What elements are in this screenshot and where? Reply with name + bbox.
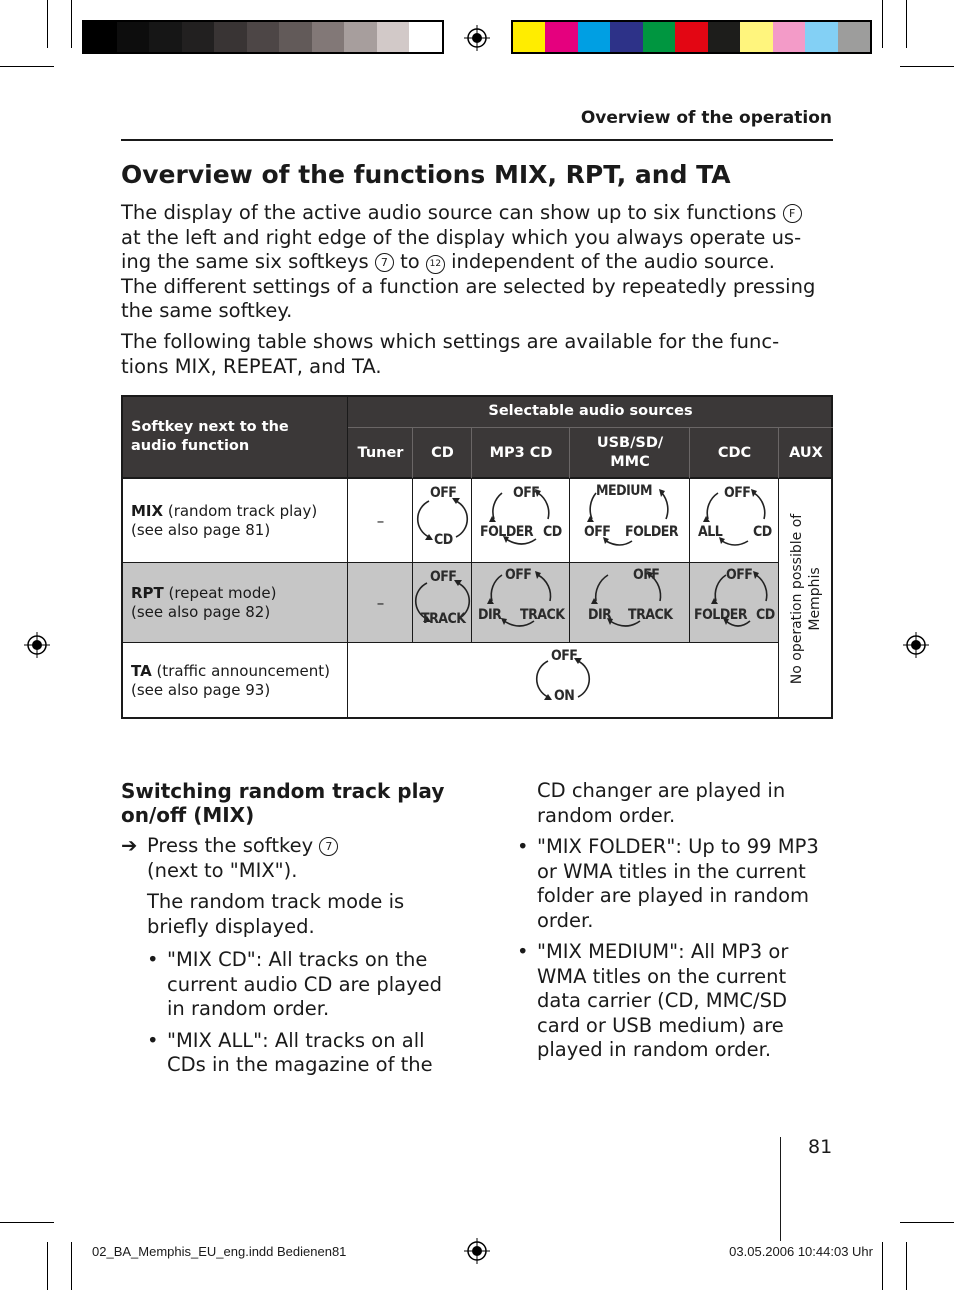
table-corner-header: Softkey next to the audio function — [121, 395, 348, 478]
color-swatch — [545, 22, 577, 52]
gray-swatch — [344, 22, 377, 52]
dial-rpt-cdc: OFF FOLDER CD — [690, 563, 779, 643]
col-header-cdc: CDC — [690, 428, 779, 478]
left-column — [121, 779, 461, 1078]
color-swatch — [610, 22, 642, 52]
dial-rpt-usb: OFF DIR TRACK — [570, 563, 690, 643]
registration-mark-icon — [464, 1238, 490, 1264]
footer-date: 03.05.2006 10:44:03 Uhr — [729, 1244, 873, 1259]
gray-swatch — [117, 22, 150, 52]
intro-paragraph: The display of the active audio source can show up to six functions F at the left and right edge of the display which you always operate us- ing the same six softkeys 7 to 12 independent of the audio source. The different settings of a function are selected by repeatedly pressing the same softkey. — [121, 201, 816, 322]
col-header-mp3cd: MP3 CD — [472, 428, 570, 478]
gray-swatch — [409, 22, 442, 52]
header-rule — [121, 139, 833, 141]
callout-marker: 12 — [426, 255, 445, 274]
list-item: • "MIX FOLDER": Up to 99 MP3 or WMA titles in the current folder are played in random order. — [517, 835, 819, 932]
col-header-aux: AUX — [779, 428, 833, 478]
list-item: • "MIX ALL": All tracks on all CDs in the magazine of the — [147, 1028, 433, 1076]
color-swatch — [578, 22, 610, 52]
grayscale-bar — [82, 20, 444, 54]
functions-table — [121, 395, 833, 719]
gray-swatch — [247, 22, 280, 52]
arrow-icon: ➔ — [121, 834, 138, 857]
gray-swatch — [377, 22, 410, 52]
col-header-tuner: Tuner — [348, 428, 413, 478]
color-swatch — [675, 22, 707, 52]
color-bar — [511, 20, 872, 54]
step-result: The random track mode is briefly displayed. — [147, 890, 405, 938]
color-swatch — [513, 22, 545, 52]
instruction-step: ➔ Press the softkey 7 (next to "MIX"). — [121, 834, 461, 883]
right-column — [517, 779, 835, 1063]
list-item: • "MIX CD": All tracks on the current audio CD are played in random order. — [147, 948, 442, 1020]
dial-mix-mp3: OFF FOLDER CD — [472, 479, 570, 563]
row-label-mix: MIX (random track play) (see also page 81) — [131, 502, 318, 539]
color-swatch — [643, 22, 675, 52]
gray-swatch — [149, 22, 182, 52]
gray-swatch — [84, 22, 117, 52]
row-label-ta: TA (traffic announcement) (see also page 93) — [131, 662, 331, 699]
dial-rpt-cd: OFF TRACK — [413, 563, 472, 643]
registration-mark-icon — [464, 25, 490, 51]
color-swatch — [805, 22, 837, 52]
dial-mix-cdc: OFF ALL CD — [690, 479, 779, 563]
dial-ta: OFF ON — [518, 643, 608, 717]
callout-marker: F — [783, 204, 802, 223]
dial-rpt-mp3: OFF DIR TRACK — [472, 563, 570, 643]
color-swatch — [838, 22, 870, 52]
row-label-rpt: RPT (repeat mode) (see also page 82) — [131, 584, 277, 621]
table-intro-paragraph: The following table shows which settings are available for the func- tions MIX, REPEAT, and TA. — [121, 330, 780, 378]
color-swatch — [773, 22, 805, 52]
aux-note: No operation possible of Memphis — [789, 513, 823, 685]
page-number: 81 — [808, 1136, 833, 1158]
list-item: • "MIX MEDIUM": All MP3 or WMA titles on the current data carrier (CD, MMC/SD card or USB medium) are played in random order. — [517, 940, 789, 1061]
page-title: Overview of the functions MIX, RPT, and TA — [121, 160, 731, 189]
registration-mark-icon — [24, 632, 50, 658]
col-header-cd: CD — [413, 428, 472, 478]
col-header-usb: USB/SD/ MMC — [570, 428, 690, 478]
callout-marker: 7 — [319, 837, 338, 856]
callout-marker: 7 — [375, 253, 394, 272]
bullet-list-left — [121, 948, 461, 1078]
gray-swatch — [182, 22, 215, 52]
dial-mix-usb: MEDIUM OFF FOLDER — [570, 479, 690, 563]
tuner-rpt-value: – — [376, 594, 385, 612]
running-header: Overview of the operation — [580, 108, 832, 128]
dial-mix-cd: OFF CD — [413, 479, 472, 563]
group-header: Selectable audio sources — [348, 395, 833, 427]
section-heading: Switching random track play on/off (MIX) — [121, 779, 445, 827]
color-swatch — [740, 22, 772, 52]
gray-swatch — [312, 22, 345, 52]
footer-file-info: 02_BA_Memphis_EU_eng.indd Bedienen81 — [92, 1244, 347, 1259]
gray-swatch — [214, 22, 247, 52]
color-swatch — [708, 22, 740, 52]
tuner-mix-value: – — [376, 512, 385, 530]
bullet-continuation: CD changer are played in random order. — [537, 779, 786, 827]
page-number-rule — [780, 1137, 781, 1241]
gray-swatch — [279, 22, 312, 52]
registration-mark-icon — [903, 632, 929, 658]
